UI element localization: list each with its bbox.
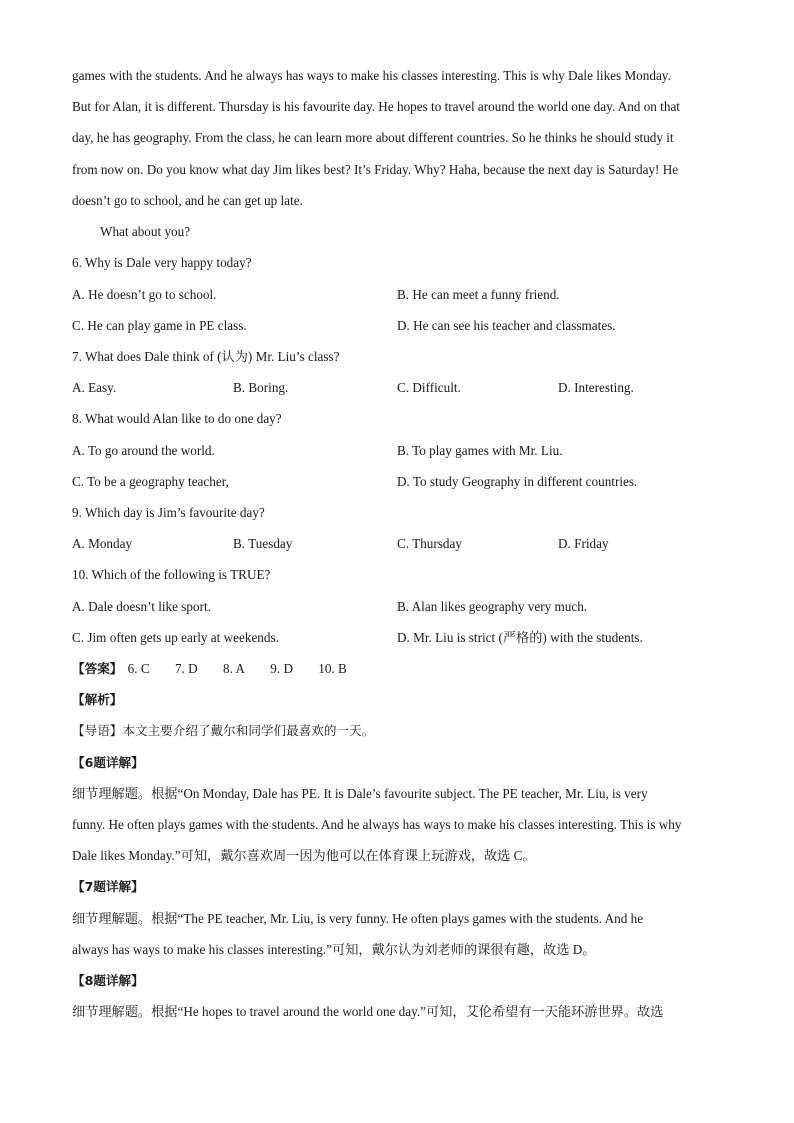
- option-b: B. Alan likes geography very much.: [397, 599, 588, 614]
- detail-heading: 【6题详解】: [72, 755, 144, 770]
- option-b: B. Tuesday: [233, 536, 293, 551]
- answer-item: 7. D: [174, 661, 198, 676]
- passage-line: doesn’t go to school, and he can get up late.: [72, 193, 303, 208]
- option-c: C. To be a geography teacher,: [72, 474, 229, 489]
- option-d: D. Friday: [558, 536, 609, 551]
- question-stem: 10. Which of the following is TRUE?: [72, 567, 271, 582]
- answer-key: [72, 659, 369, 679]
- option-d: D. Interesting.: [558, 380, 634, 395]
- answer-item: 6. C: [127, 661, 150, 676]
- passage-line: But for Alan, it is different. Thursday is his favourite day. He hopes to travel around the world one day. And on that: [72, 99, 680, 114]
- detail-line: always has ways to make his classes interesting.”可知，戴尔认为刘老师的课很有趣，故选 D。: [72, 942, 596, 957]
- passage-line: from now on. Do you know what day Jim likes best? It’s Friday. Why? Haha, because the next day is Saturday! He: [72, 162, 679, 177]
- passage-closing: What about you?: [100, 224, 191, 239]
- passage-line: games with the students. And he always has ways to make his classes interesting. This is why Dale likes Monday.: [72, 68, 671, 83]
- detail-line: 细节理解题。根据“The PE teacher, Mr. Liu, is very funny. He often plays games with the students. And he: [72, 911, 644, 926]
- question-stem: 9. Which day is Jim’s favourite day?: [72, 505, 265, 520]
- question-stem: 8. What would Alan like to do one day?: [72, 411, 282, 426]
- analysis-label: 【解析】: [72, 692, 123, 707]
- detail-line: 细节理解题。根据“On Monday, Dale has PE. It is Dale’s favourite subject. The PE teacher, Mr. Liu, is very: [72, 786, 648, 801]
- answer-item: 9. D: [270, 661, 293, 676]
- option-b: B. He can meet a funny friend.: [397, 287, 560, 302]
- answer-item: 10. B: [318, 661, 347, 676]
- detail-line: 细节理解题。根据“He hopes to travel around the world one day.”可知，艾伦希望有一天能环游世界。故选: [72, 1004, 664, 1019]
- intro-line: 【导语】本文主要介绍了戴尔和同学们最喜欢的一天。: [72, 723, 375, 738]
- detail-line: funny. He often plays games with the students. And he always has ways to make his classes interesting. This is why: [72, 817, 682, 832]
- question-stem: 6. Why is Dale very happy today?: [72, 255, 252, 270]
- option-a: A. Dale doesn’t like sport.: [72, 599, 211, 614]
- option-d: D. To study Geography in different countries.: [397, 474, 638, 489]
- option-c: C. Difficult.: [397, 380, 461, 395]
- option-c: C. Thursday: [397, 536, 462, 551]
- option-b: B. Boring.: [233, 380, 289, 395]
- detail-line: Dale likes Monday.”可知，戴尔喜欢周一因为他可以在体育课上玩游戏，故选 C。: [72, 848, 536, 863]
- option-d: D. He can see his teacher and classmates.: [397, 318, 616, 333]
- detail-heading: 【8题详解】: [72, 973, 144, 988]
- option-a: A. Monday: [72, 536, 133, 551]
- answer-item: 8. A: [222, 661, 245, 676]
- option-a: A. He doesn’t go to school.: [72, 287, 217, 302]
- option-a: A. Easy.: [72, 380, 117, 395]
- option-b: B. To play games with Mr. Liu.: [397, 443, 563, 458]
- option-c: C. Jim often gets up early at weekends.: [72, 630, 279, 645]
- option-d: D. Mr. Liu is strict (严格的) with the students.: [397, 630, 643, 645]
- option-c: C. He can play game in PE class.: [72, 318, 247, 333]
- question-stem: 7. What does Dale think of (认为) Mr. Liu’s class?: [72, 349, 340, 364]
- answer-label: 【答案】: [72, 661, 123, 676]
- detail-heading: 【7题详解】: [72, 879, 144, 894]
- passage-line: day, he has geography. From the class, he can learn more about different countries. So he thinks he should study it: [72, 130, 674, 145]
- option-a: A. To go around the world.: [72, 443, 215, 458]
